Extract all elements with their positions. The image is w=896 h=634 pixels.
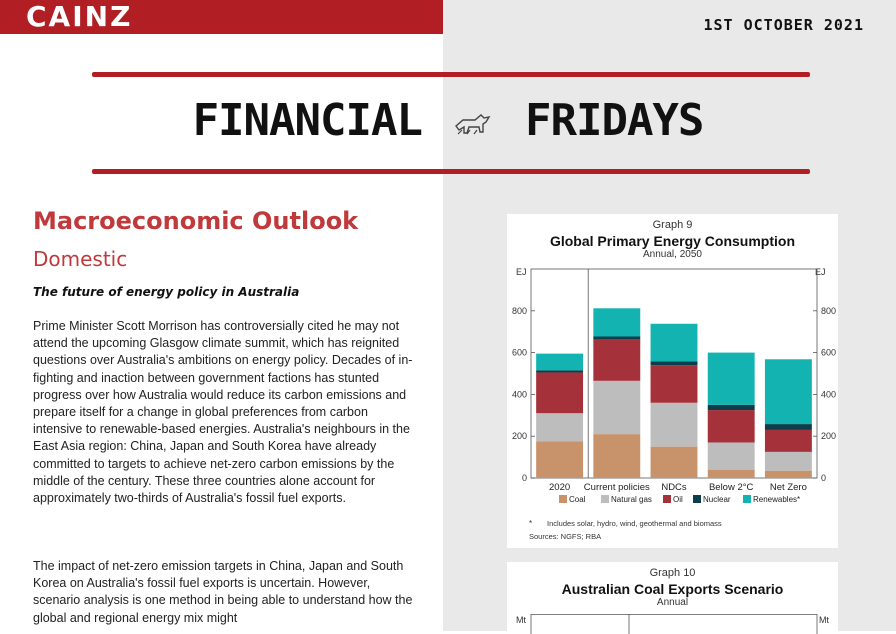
legend-label: Coal — [569, 495, 586, 504]
bar-segment — [593, 308, 640, 336]
article-paragraph-1: Prime Minister Scott Morrison has controversially cited he may not attend the upcoming Glasgow climate summit, which has reignited questions over Australia's ambitions on energy policy. Decades of in-fighting and inaction between government factions has stunted progress over how Australia would reduce its carbon emissions and prepare itself for a change in global preferences from carbon intensive to renewable-based energies. Australia's neighbours in the East Asia region: China, Japan and South Korea have already committed to targets to achieve net-zero carbon emissions by the middle of the century. These three countries alone account for approximately two-thirds of Australia's fossil fuel exports. — [33, 319, 413, 506]
footnote: Includes solar, hydro, wind, geothermal and biomass — [547, 519, 722, 528]
bar-segment — [765, 359, 812, 424]
brand-logo: CAINZ — [26, 0, 133, 33]
x-tick-label: Net Zero — [769, 482, 807, 493]
bar-segment — [765, 430, 812, 452]
article-paragraph-2: The impact of net-zero emission targets in China, Japan and South Korea on Australia's fossil fuel exports is uncertain. However, scenario analysis is one method in being able to understand how the global and regional energy mix might — [33, 559, 413, 625]
bar-segment — [708, 410, 755, 442]
bar-segment — [536, 372, 583, 413]
y-tick-label-right: 0 — [821, 473, 827, 483]
bar-segment — [765, 471, 812, 478]
bar-segment — [593, 434, 640, 478]
x-tick-label: 2020 — [549, 482, 571, 493]
legend-swatch — [559, 495, 567, 503]
bar-segment — [765, 452, 812, 471]
bar-segment — [765, 424, 812, 430]
bar-segment — [651, 403, 698, 447]
y-tick-label-left: 400 — [511, 389, 527, 400]
legend-label: Oil — [673, 495, 683, 504]
graph-9-card — [507, 214, 838, 548]
bar-segment — [593, 381, 640, 434]
x-tick-label: Below 2°C — [708, 482, 754, 493]
y-tick-label-right: 800 — [821, 305, 837, 316]
masthead-left: FINANCIAL — [192, 95, 422, 146]
legend-label: Natural gas — [611, 495, 652, 504]
bar-segment — [536, 413, 583, 441]
x-tick-label: Current policies — [583, 482, 650, 493]
bar-segment — [651, 361, 698, 365]
legend-swatch — [601, 495, 609, 503]
bar-segment — [593, 337, 640, 340]
y-tick-label-left: 200 — [511, 431, 527, 442]
bar-segment — [536, 441, 583, 478]
graph-10-title: Australian Coal Exports Scenario — [561, 581, 784, 597]
graph-10-label: Graph 10 — [649, 567, 696, 579]
legend-swatch — [743, 495, 751, 503]
section-title: Macroeconomic Outlook — [33, 207, 359, 235]
masthead — [0, 95, 896, 149]
bar-segment — [708, 442, 755, 469]
y-tick-label-right: 200 — [821, 431, 837, 442]
graph-10-chart — [507, 614, 838, 634]
section-subtitle: Domestic — [33, 247, 128, 271]
graph-9-label: Graph 9 — [652, 219, 693, 231]
bar-segment — [651, 365, 698, 403]
x-tick-label: NDCs — [661, 482, 687, 493]
bar-segment — [708, 405, 755, 410]
graph-10-unit-right: Mt — [819, 615, 829, 625]
brand-bar — [0, 0, 443, 34]
masthead-rule-bottom — [92, 169, 810, 174]
legend-label: Renewables* — [753, 495, 801, 504]
bar-segment — [651, 324, 698, 362]
legend-label: Nuclear — [703, 495, 731, 504]
issue-date: 1ST OCTOBER 2021 — [703, 16, 864, 34]
legend-swatch — [693, 495, 701, 503]
legend-swatch — [663, 495, 671, 503]
graph-10-unit-left: Mt — [516, 615, 526, 625]
y-tick-label-right: 400 — [821, 389, 837, 400]
bar-segment — [536, 354, 583, 371]
article-title: The future of energy policy in Australia — [33, 285, 300, 299]
graph-10-subtitle: Annual — [656, 597, 689, 608]
bull-icon — [453, 98, 493, 149]
graph-9-chart — [507, 264, 838, 544]
y-unit-left: EJ — [516, 267, 527, 277]
graph-10-card — [507, 562, 838, 631]
masthead-rule-top — [92, 72, 810, 77]
bar-segment — [593, 339, 640, 381]
y-tick-label-right: 600 — [821, 347, 837, 358]
y-tick-label-left: 0 — [521, 473, 527, 483]
bar-segment — [536, 370, 583, 372]
graph-9-title: Global Primary Energy Consumption — [549, 233, 796, 249]
bar-segment — [708, 470, 755, 478]
bar-segment — [708, 353, 755, 405]
footnote-marker: * — [529, 519, 533, 528]
y-tick-label-left: 600 — [511, 347, 527, 358]
y-tick-label-left: 800 — [511, 305, 527, 316]
graph-9-subtitle: Annual, 2050 — [643, 249, 702, 260]
masthead-right: FRIDAYS — [524, 95, 704, 146]
sources: Sources: NGFS; RBA — [529, 532, 602, 541]
bar-segment — [651, 447, 698, 478]
y-unit-right: EJ — [815, 267, 826, 277]
